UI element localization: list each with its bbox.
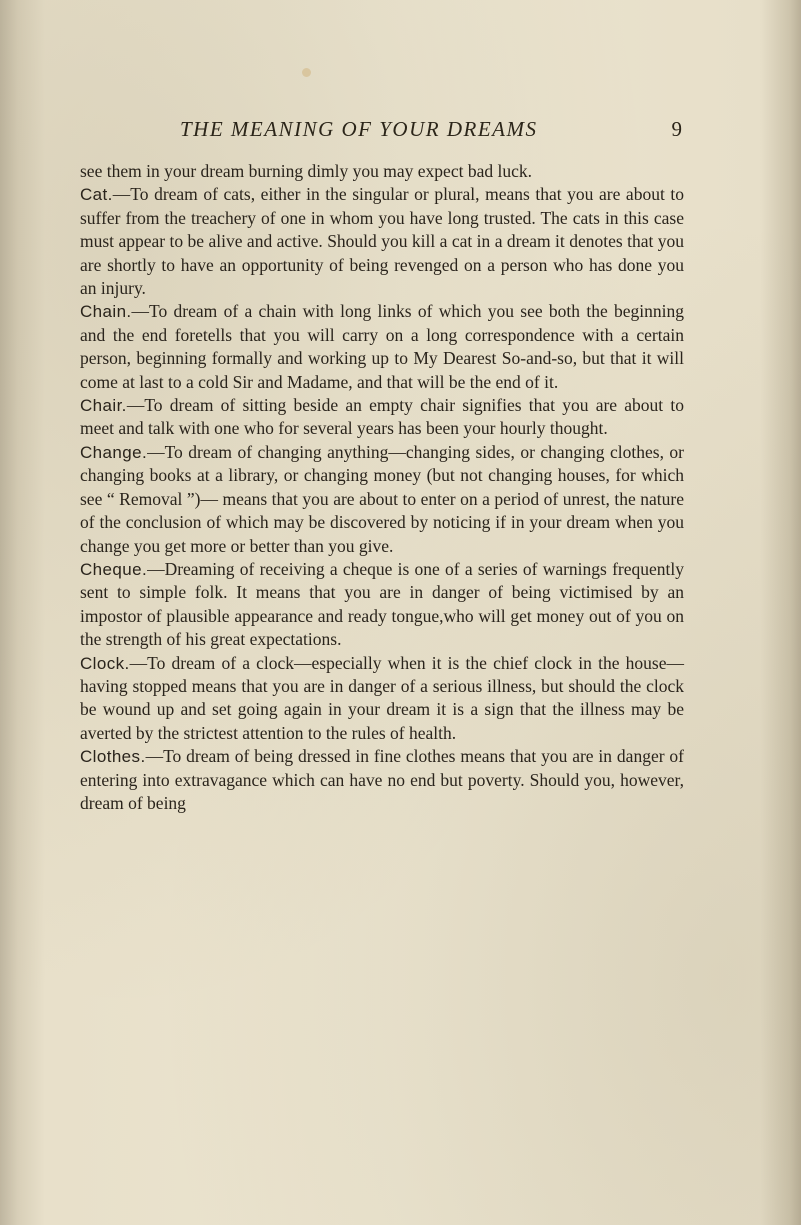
entry-chain	[80, 300, 684, 394]
running-title: THE MEANING OF YOUR DREAMS	[180, 117, 538, 141]
entry-text: —To dream of sitting beside an empty chair signifies that you are about to meet and talk with one who for several years has been your hourly thought.	[80, 395, 684, 439]
entry-term: Cat.	[80, 185, 113, 205]
entry-text: —To dream of a clock—especially when it is the chief clock in the house—having stopped means that you are in danger of a serious illness, but should the clock be wound up and set going again in your dream it is a sign that the illness may be averted by the strictest attention to the rules of health.	[80, 652, 684, 743]
entry-term: Chair.	[80, 396, 127, 416]
entry-term: Clock.	[80, 653, 130, 673]
entry-text: —To dream of a chain with long links of which you see both the beginning and the end foretells that you will carry on a long correspondence with a certain person, beginning formally and working up to My Dearest So-and-so, but that it will come at last to a cold Sir and Madame, and that will be the end of it.	[80, 301, 684, 392]
page-header	[78, 117, 682, 147]
entry-text: —To dream of cats, either in the singular or plural, means that you are about to suffer from the treachery of one in whom you have long trusted. The cats in this case must appear to be alive and active. Should you kill a cat in a dream it denotes that you are shortly to have an opportunity of being revenged on a person who has done you an injury.	[80, 184, 684, 299]
entry-text: —Dreaming of receiving a cheque is one of a series of warnings frequently sent to simple folk. It means that you are in danger of being victimised by an impostor of plausible appearance and ready tongue,who will get money out of you on the strength of his great expectations.	[80, 558, 684, 650]
entry-cheque	[80, 558, 684, 652]
entry-text: —To dream of being dressed in fine clothes means that you are in danger of entering into extravagance which can have no end but poverty. Should you, however, dream of being	[80, 746, 684, 813]
entry-clock	[80, 652, 684, 746]
entry-term: Clothes.	[80, 747, 146, 767]
entry-clothes	[80, 745, 684, 815]
page-number: 9	[671, 117, 682, 141]
entry-change	[80, 441, 684, 558]
page-body	[80, 160, 684, 815]
entry-cat	[80, 183, 684, 300]
entry-term: Chain.	[80, 302, 132, 322]
entry-text: —To dream of changing anything—changing sides, or changing clothes, or changing books at a library, or changing money (but not changing houses, for which see “ Removal ”)— means that you are about to enter on a period of unrest, the nature of the conclusion of which may be discovered by noticing if in your dream when you change you get more or better than you give.	[80, 441, 684, 556]
entry-term: Cheque.	[80, 559, 148, 579]
entry-chair	[80, 394, 684, 441]
paper-stain	[302, 68, 311, 77]
entry-text: see them in your dream burning dimly you may expect bad luck.	[80, 161, 532, 181]
entry-continuation	[80, 160, 684, 183]
entry-term: Change.	[80, 442, 148, 462]
